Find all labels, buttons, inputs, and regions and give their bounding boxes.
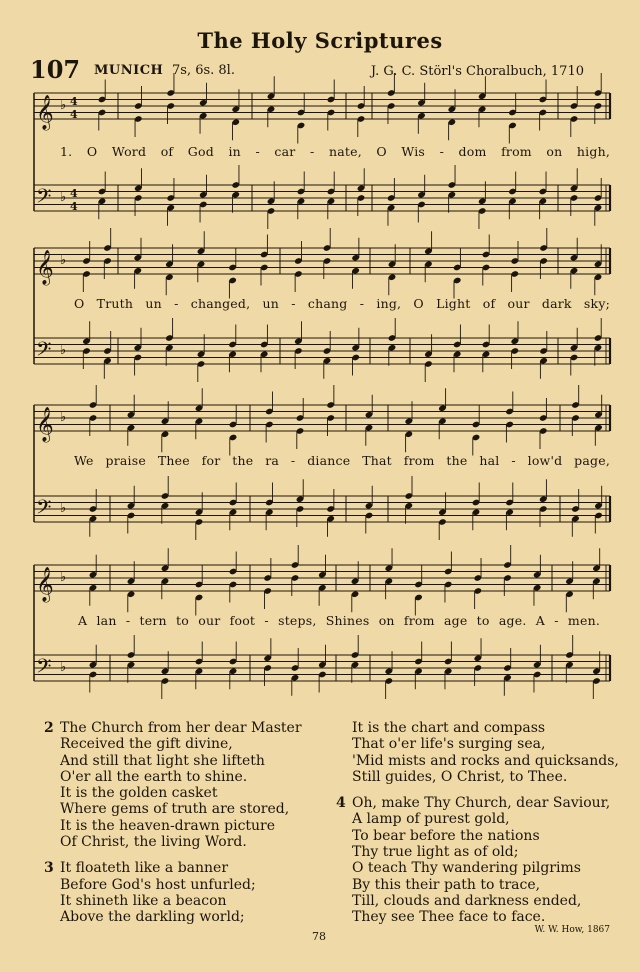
verse-line: 2 The Church from her dear Master — [44, 720, 302, 736]
verse-line: O'er all the earth to shine. — [60, 768, 248, 785]
tune-source: J. G. C. Störl's Choralbuch, 1710 — [370, 64, 584, 79]
time-signature: 4 — [70, 95, 78, 108]
time-signature: 4 — [70, 200, 78, 213]
verse-line: Thy true light as of old; — [352, 844, 519, 861]
flat-key-signature: ♭ — [60, 190, 67, 205]
verse-number: 2 — [44, 720, 54, 736]
verse-line: And still that light she lifteth — [60, 752, 265, 769]
verse-line: By this their path to trace, — [352, 876, 541, 893]
lyric-line-1: 1. O Word of God in - car - nate, O Wis - dom from on high, — [60, 144, 610, 159]
verse-line: It is the heaven-drawn picture — [60, 817, 276, 834]
lyric-line-2: O Truth un - changed, un - chang - ing, O Light of our dark sky; — [74, 296, 610, 311]
text-author: W. W. How, 1867 — [534, 925, 610, 935]
verse-line: O teach Thy wandering pilgrims — [352, 860, 581, 877]
verse-line: Still guides, O Christ, to Thee. — [352, 768, 568, 785]
lyric-line-3: We praise Thee for the ra - diance That from the hal - low'd page, — [74, 453, 610, 468]
verse-line: Till, clouds and darkness ended, — [352, 892, 582, 909]
flat-key-signature: ♭ — [60, 410, 67, 425]
verse-line: Above the darkling world; — [60, 909, 245, 926]
verse-line: Before God's host unfurled; — [60, 876, 256, 893]
verse-line: 'Mid mists and rocks and quicksands, — [352, 752, 619, 769]
flat-key-signature: ♭ — [60, 253, 67, 268]
verse-line: To bear before the nations — [352, 827, 540, 844]
verse-line: Where gems of truth are stored, — [60, 801, 290, 818]
flat-key-signature: ♭ — [60, 570, 67, 585]
flat-key-signature: ♭ — [60, 343, 67, 358]
verse-line: It is the golden casket — [60, 785, 218, 802]
bass-clef: 𝄢 — [36, 337, 52, 366]
verse-number: 3 — [44, 860, 54, 877]
flat-key-signature: ♭ — [60, 660, 67, 675]
verse-line: Of Christ, the living Word. — [60, 834, 247, 851]
verse-line: A lamp of purest gold, — [352, 811, 510, 828]
bass-clef: 𝄢 — [36, 495, 52, 524]
bass-clef: 𝄢 — [36, 184, 52, 213]
hymn-section-title: The Holy Scriptures — [197, 28, 443, 53]
verse-number: 4 — [336, 795, 346, 812]
treble-clef: 𝄞 — [36, 567, 54, 602]
verse-line: 3 It floateth like a banner — [44, 860, 229, 877]
verse-line: Received the gift divine, — [60, 736, 233, 753]
hymn-number: 107 — [30, 55, 81, 84]
verses-right-column — [336, 720, 619, 926]
flat-key-signature: ♭ — [60, 501, 67, 516]
time-signature: 4 — [70, 187, 78, 200]
verse-line: That o'er life's surging sea, — [352, 736, 546, 753]
verse-line: They see Thee face to face. — [352, 909, 546, 926]
flat-key-signature: ♭ — [60, 98, 67, 113]
lyric-line-4: A lan - tern to our foot - steps, Shines on from age to age. A - men. — [78, 613, 600, 628]
verse-line: It shineth like a beacon — [60, 892, 227, 909]
tune-name: MUNICH — [94, 63, 164, 78]
page-number: 78 — [312, 930, 326, 943]
verse-line: It is the chart and compass — [352, 720, 546, 736]
verse-line: 4 Oh, make Thy Church, dear Saviour, — [336, 795, 611, 812]
meter: 7s, 6s. 8l. — [172, 63, 235, 78]
time-signature: 4 — [70, 108, 78, 121]
treble-clef: 𝄞 — [36, 407, 54, 442]
bass-clef: 𝄢 — [36, 654, 52, 683]
verses-left-column — [44, 720, 302, 926]
treble-clef: 𝄞 — [36, 95, 54, 130]
treble-clef: 𝄞 — [36, 250, 54, 285]
